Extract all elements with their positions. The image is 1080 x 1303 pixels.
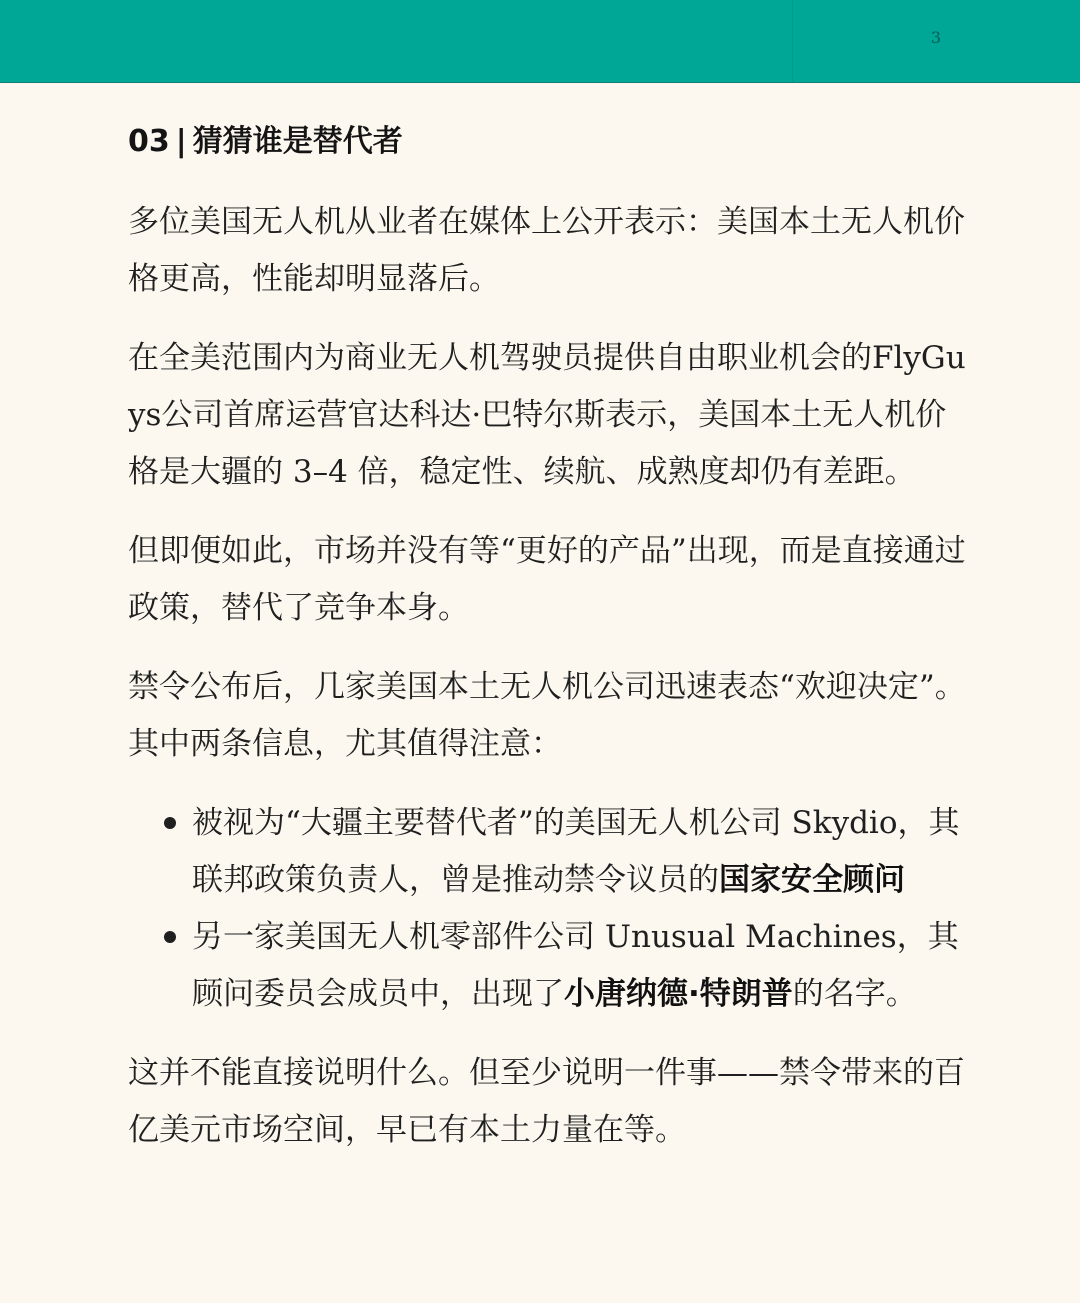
paragraph-4: 禁令公布后，几家美国本土无人机公司迅速表态“欢迎决定”。其中两条信息，尤其值得注意： <box>128 669 966 762</box>
bullet-dot-icon <box>164 931 176 943</box>
bullet-bold-text: 国家安全顾问 <box>719 862 905 898</box>
closing-paragraph: 这并不能直接说明什么。但至少说明一件事——禁令带来的百亿美元市场空间，早已有本土力量在等。 <box>128 1055 965 1148</box>
section-number: 03 <box>128 124 170 159</box>
paragraph-2: 在全美范围内为商业无人机驾驶员提供自由职业机会的FlyGuys公司首席运营官达科达·巴特尔斯表示，美国本土无人机价格是大疆的 3–4 倍，稳定性、续航、成熟度却仍有差距。 <box>128 340 966 490</box>
article-body <box>128 116 968 1181</box>
page-number: 3 <box>930 28 942 47</box>
section-separator: | <box>175 124 187 159</box>
bullet-list <box>128 795 968 1023</box>
bullet-after-text: 的名字。 <box>792 976 917 1012</box>
bullet-item-unusual-machines <box>128 909 968 1023</box>
top-bar <box>0 0 1080 83</box>
bullet-text: 被视为“大疆主要替代者”的美国无人机公司 Skydio，其联邦政策负责人，曾是推动禁令议员的 <box>192 805 960 898</box>
section-heading <box>128 116 968 168</box>
section-title: 猜猜谁是替代者 <box>192 124 403 159</box>
paragraph-3: 但即便如此，市场并没有等“更好的产品”出现，而是直接通过政策，替代了竞争本身。 <box>128 533 966 626</box>
top-bar-divider <box>792 0 793 82</box>
bullet-text: 另一家美国无人机零部件公司 Unusual Machines，其顾问委员会成员中，出现了 <box>192 919 959 1012</box>
bullet-bold-text: 小唐纳德·特朗普 <box>564 976 793 1012</box>
bullet-item-skydio <box>128 795 968 909</box>
paragraph-1: 多位美国无人机从业者在媒体上公开表示：美国本土无人机价格更高，性能却明显落后。 <box>128 204 965 297</box>
bullet-dot-icon <box>164 817 176 829</box>
